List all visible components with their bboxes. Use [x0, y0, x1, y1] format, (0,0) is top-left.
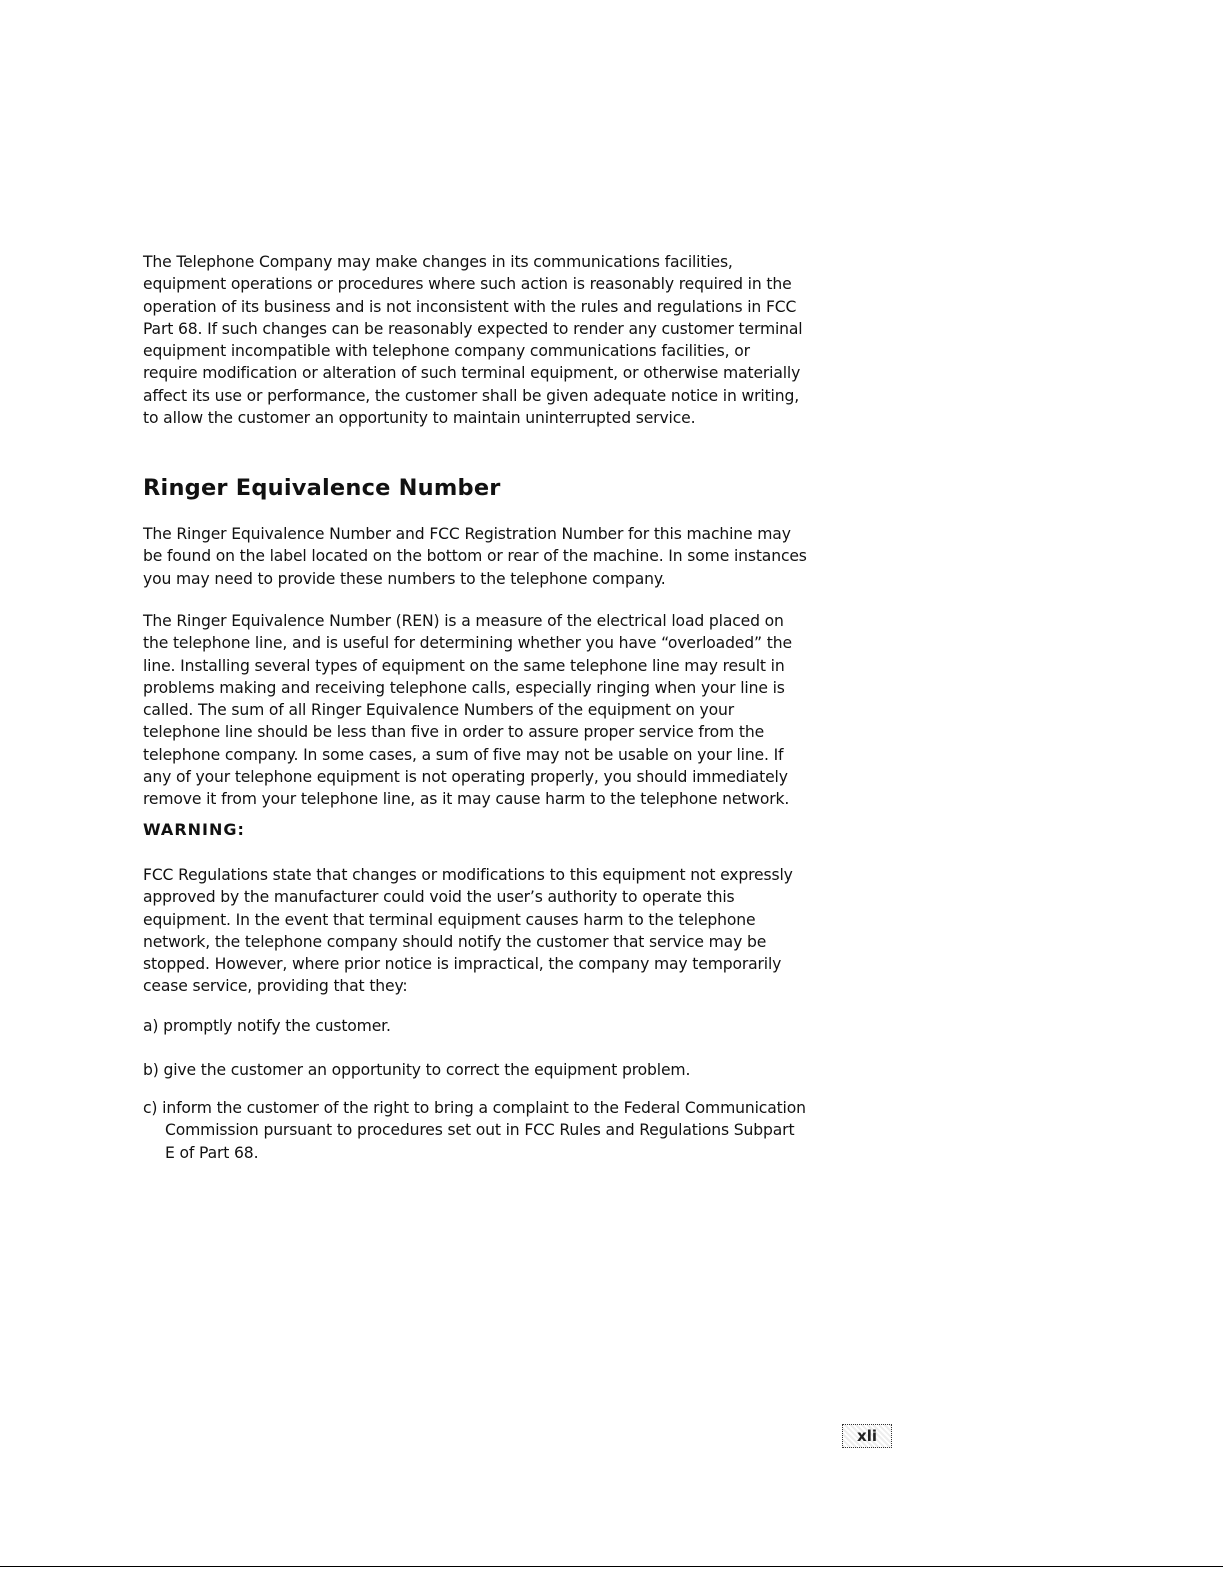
text-line: Commission pursuant to procedures set out in FCC Rules and Regulations Subpart	[165, 1121, 795, 1140]
text-line: The Ringer Equivalence Number and FCC Registration Number for this machine may	[143, 525, 791, 543]
list-item-a	[143, 1015, 903, 1037]
warning-heading: WARNING:	[143, 820, 245, 839]
text-line: operation of its business and is not inconsistent with the rules and regulations in FCC	[143, 297, 797, 316]
text-line: The Telephone Company may make changes in its communications facilities,	[143, 253, 733, 271]
text-line: approved by the manufacturer could void the user’s authority to operate this	[143, 888, 735, 907]
text-line: E of Part 68.	[165, 1143, 259, 1162]
text-line: remove it from your telephone line, as it may cause harm to the telephone network.	[143, 790, 790, 809]
intro-paragraph	[143, 251, 903, 429]
list-item-b	[143, 1059, 903, 1081]
text-line: called. The sum of all Ringer Equivalence Numbers of the equipment on your	[143, 701, 735, 720]
text-line: equipment incompatible with telephone company communications facilities, or	[143, 342, 750, 361]
text-line: affect its use or performance, the customer shall be given adequate notice in writing,	[143, 386, 800, 405]
text-line: network, the telephone company should notify the customer that service may be	[143, 932, 767, 951]
text-line: equipment. In the event that terminal equipment causes harm to the telephone	[143, 910, 756, 929]
text-line: require modification or alteration of such terminal equipment, or otherwise materially	[143, 364, 801, 383]
page-bottom-rule	[0, 1566, 1223, 1567]
list-item-c	[143, 1097, 903, 1164]
text-line: Part 68. If such changes can be reasonably expected to render any customer terminal	[143, 319, 803, 338]
ren-paragraph-1	[143, 523, 903, 590]
text-line: to allow the customer an opportunity to maintain uninterrupted service.	[143, 409, 696, 428]
text-line: problems making and receiving telephone calls, especially ringing when your line is	[143, 678, 785, 697]
text-line: The Ringer Equivalence Number (REN) is a measure of the electrical load placed on	[143, 612, 784, 630]
text-line: FCC Regulations state that changes or modifications to this equipment not expressly	[143, 866, 793, 884]
text-line: line. Installing several types of equipment on the same telephone line may result in	[143, 656, 785, 675]
section-heading: Ringer Equivalence Number	[143, 475, 501, 501]
text-line: b) give the customer an opportunity to correct the equipment problem.	[143, 1061, 691, 1079]
text-line: stopped. However, where prior notice is impractical, the company may temporarily	[143, 955, 782, 974]
text-line: telephone line should be less than five in order to assure proper service from the	[143, 723, 765, 742]
text-line: you may need to provide these numbers to the telephone company.	[143, 569, 666, 588]
page-number: xli	[842, 1424, 892, 1448]
text-line: telephone company. In some cases, a sum of five may not be usable on your line. If	[143, 745, 784, 764]
text-line: c) inform the customer of the right to bring a complaint to the Federal Communication	[143, 1099, 806, 1117]
text-line: a) promptly notify the customer.	[143, 1017, 391, 1035]
text-line: cease service, providing that they:	[143, 977, 408, 996]
text-line: the telephone line, and is useful for determining whether you have “overloaded” the	[143, 634, 792, 653]
text-line: any of your telephone equipment is not operating properly, you should immediately	[143, 768, 788, 787]
text-line: be found on the label located on the bottom or rear of the machine. In some instances	[143, 547, 807, 566]
text-line: equipment operations or procedures where such action is reasonably required in the	[143, 275, 792, 294]
ren-paragraph-2	[143, 610, 903, 811]
warning-paragraph	[143, 864, 903, 998]
